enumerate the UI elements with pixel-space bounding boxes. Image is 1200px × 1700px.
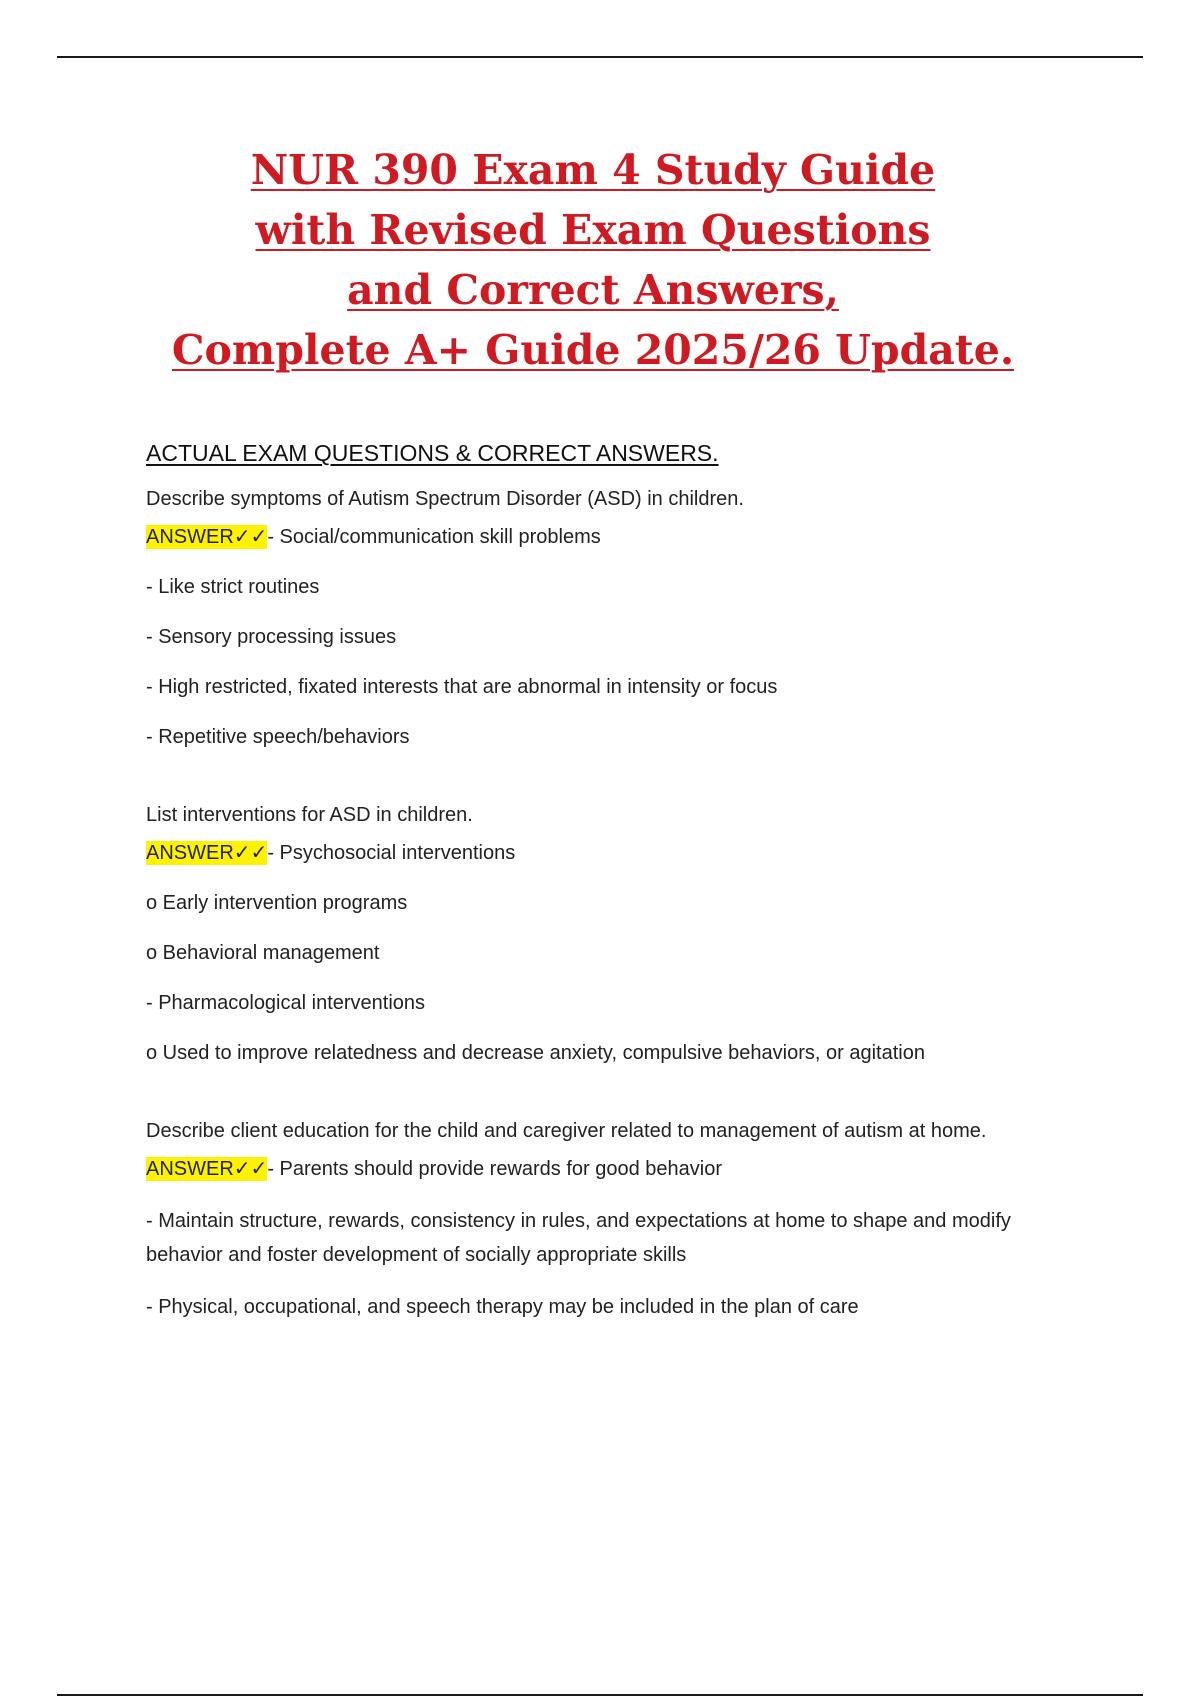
answer-point: - Sensory processing issues — [146, 626, 397, 648]
answer-point: - High restricted, fixated interests that are abnormal in intensity or focus — [146, 676, 778, 698]
answer-3 — [146, 1154, 1106, 1184]
answer-label: ANSWER✓✓ — [146, 1158, 268, 1180]
answer-2 — [146, 838, 1106, 868]
answer-point: - Physical, occupational, and speech therapy may be included in the plan of care — [146, 1296, 859, 1318]
answer-point: o Behavioral management — [146, 942, 380, 964]
answer-point: o Early intervention programs — [146, 892, 408, 914]
answer-text: - Social/communication skill problems — [267, 526, 601, 548]
document-body — [146, 438, 1106, 1322]
answer-point: - Repetitive speech/behaviors — [146, 726, 410, 748]
answer-text: - Parents should provide rewards for good behavior — [267, 1158, 723, 1180]
answer-label: ANSWER✓✓ — [146, 526, 268, 548]
qa-item-3 — [146, 1116, 1106, 1322]
title-line-3: and Correct Answers, — [347, 266, 839, 314]
qa-item-1 — [146, 484, 1106, 752]
qa-item-2 — [146, 800, 1106, 1068]
question-1: Describe symptoms of Autism Spectrum Disorder (ASD) in children. — [146, 488, 744, 510]
answer-point: - Maintain structure, rewards, consistency in rules, and expectations at home to shape and modify behavior and foster development of socially appropriate skills — [146, 1210, 1011, 1266]
title-line-2: with Revised Exam Questions — [255, 206, 931, 254]
answer-point: - Like strict routines — [146, 576, 320, 598]
question-3: Describe client education for the child and caregiver related to management of autism at home. — [146, 1120, 987, 1142]
section-heading: ACTUAL EXAM QUESTIONS & CORRECT ANSWERS. — [146, 440, 719, 466]
answer-1 — [146, 522, 1106, 552]
answer-point: - Pharmacological interventions — [146, 992, 426, 1014]
answer-text: - Psychosocial interventions — [267, 842, 516, 864]
bottom-rule — [57, 1694, 1143, 1696]
title-line-4: Complete A+ Guide 2025/26 Update. — [171, 326, 1015, 374]
question-2: List interventions for ASD in children. — [146, 804, 473, 826]
title-line-1: NUR 390 Exam 4 Study Guide — [250, 146, 936, 194]
document-title — [0, 140, 1186, 380]
answer-label: ANSWER✓✓ — [146, 842, 268, 864]
top-rule — [57, 56, 1143, 58]
answer-point: o Used to improve relatedness and decrease anxiety, compulsive behaviors, or agitation — [146, 1042, 925, 1064]
